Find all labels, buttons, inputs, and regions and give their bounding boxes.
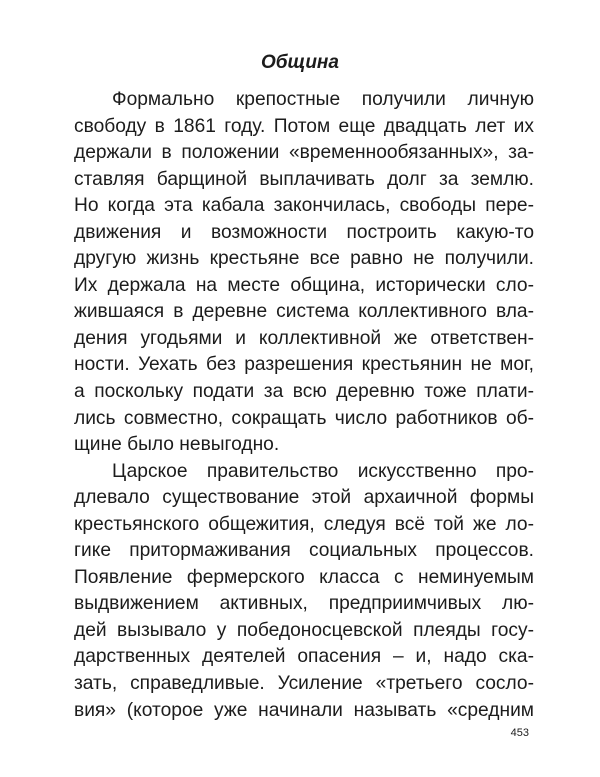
text-line: крестьянского общежития, следуя всё той же ло-: [74, 513, 534, 535]
text-line: Формально крепостные получили личную: [112, 89, 534, 110]
text-line: другую жизнь крестьяне все равно не получили.: [74, 248, 534, 270]
text-line: а поскольку подати за всю деревню тоже плати-: [74, 381, 534, 403]
text-line: лись совместно, сокращать число работников об-: [74, 407, 534, 429]
text-line: Но когда эта кабала закончилась, свободы пере-: [74, 195, 534, 217]
text-line: Царское правительство искусственно про-: [112, 460, 534, 482]
text-line: жившаяся в деревне система коллективного вла-: [74, 301, 534, 323]
page-number: 453: [510, 727, 529, 739]
paragraph-1: [74, 87, 534, 459]
text-line: дения угодьями и коллективной же ответствен-: [74, 327, 534, 349]
text-line: вия» (которое уже начинали называть «средним: [74, 699, 534, 721]
chapter-title: Община: [261, 52, 339, 73]
text-line: ставляя барщиной выплачивать долг за землю.: [74, 168, 534, 190]
text-line: гике притормаживания социальных процессов.: [74, 540, 534, 562]
text-line: Их держала на месте община, исторически сло-: [74, 274, 534, 296]
text-line: выдвижением активных, предприимчивых лю-: [74, 593, 534, 615]
text-line: щине было невыгодно.: [74, 434, 280, 456]
paragraph-2: [74, 459, 534, 724]
text-line: свободу в 1861 году. Потом еще двадцать лет их: [74, 115, 534, 137]
text-line: Появление фермерского класса с неминуемым: [74, 566, 534, 588]
text-line: держали в положении «временнообязанных», за-: [74, 142, 534, 164]
text-line: зать, справедливые. Усиление «третьего сосло-: [74, 673, 534, 695]
body-text: [74, 87, 534, 724]
text-line: дей вызывало у победоносцевской плеяды госу-: [74, 619, 534, 641]
text-line: ности. Уехать без разрешения крестьянин не мог,: [74, 354, 534, 376]
text-line: длевало существование этой архаичной формы: [74, 487, 534, 509]
text-line: движения и возможности построить какую-то: [74, 221, 534, 243]
text-line: дарственных деятелей опасения – и, надо ска-: [74, 646, 534, 668]
